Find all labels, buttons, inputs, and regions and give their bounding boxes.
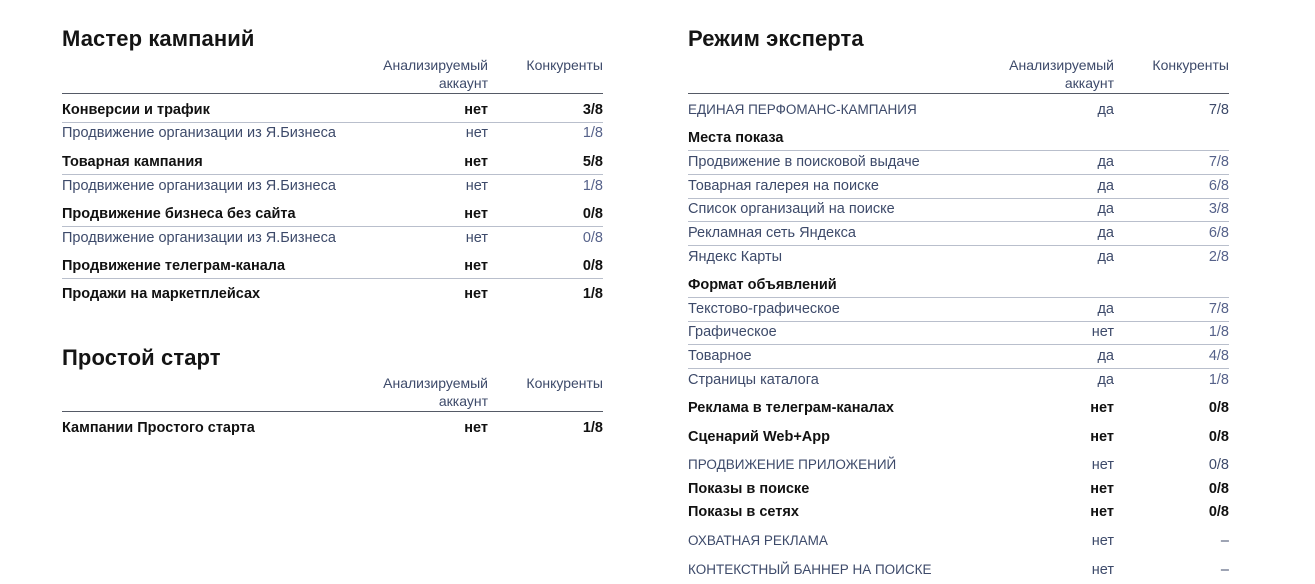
row-competitors-value: 6/8: [1208, 178, 1229, 194]
table-row: [62, 175, 603, 197]
row-account-value: да: [1097, 372, 1114, 388]
expert-col-competitors: Конкуренты: [1152, 57, 1229, 73]
row-account-value: да: [1097, 301, 1114, 317]
row-competitors-value: 4/8: [1208, 348, 1229, 364]
row-name: Формат объявлений: [688, 277, 837, 293]
table-row: [62, 255, 603, 277]
row-account-value: нет: [1091, 562, 1114, 578]
row-name: Продвижение телеграм-канала: [62, 258, 286, 274]
row-account-value: нет: [1090, 481, 1114, 497]
row-competitors-value: 0/8: [582, 230, 603, 246]
row-name: ОХВАТНАЯ РЕКЛАМА: [688, 533, 828, 548]
row-competitors-value: 0/8: [1208, 457, 1229, 473]
row-account-value: нет: [465, 230, 488, 246]
row-competitors-value: 0/8: [1208, 481, 1229, 497]
table-row: [688, 559, 1229, 581]
row-competitors-value: 3/8: [1208, 201, 1229, 217]
row-competitors-value: 1/8: [582, 286, 603, 302]
expert-col-account: Анализируемый аккаунт: [1009, 57, 1114, 91]
row-competitors-value: 3/8: [582, 102, 603, 118]
expert-header-rule: [688, 93, 1229, 94]
row-account-value: нет: [464, 286, 488, 302]
row-competitors-value: 0/8: [1208, 504, 1229, 520]
row-competitors-value: 0/8: [582, 206, 603, 222]
row-competitors-value: 7/8: [1208, 301, 1229, 317]
row-account-value: да: [1097, 225, 1114, 241]
row-divider: [62, 278, 603, 279]
row-name: Конверсии и трафик: [62, 102, 210, 118]
table-row: [62, 151, 603, 173]
row-name: ПРОДВИЖЕНИЕ ПРИЛОЖЕНИЙ: [688, 457, 897, 472]
table-row: [688, 321, 1229, 343]
row-competitors-value: 1/8: [582, 125, 603, 141]
section-header-placements: [688, 127, 1229, 149]
simple-header-rule: [62, 411, 603, 412]
table-row: [688, 298, 1229, 320]
row-competitors-value: 7/8: [1208, 102, 1229, 118]
master-col-competitors: Конкуренты: [526, 57, 603, 73]
row-name: Показы в поиске: [688, 481, 810, 497]
row-name: Сценарий Web+App: [688, 429, 830, 445]
row-account-value: нет: [1091, 533, 1114, 549]
section-header-ad-format: [688, 274, 1229, 296]
row-name: Страницы каталога: [688, 372, 819, 388]
table-row: [688, 175, 1229, 197]
row-account-value: нет: [465, 178, 488, 194]
row-name: Продвижение в поисковой выдаче: [688, 154, 920, 170]
row-competitors-value: –: [1220, 533, 1229, 549]
master-col-account: Анализируемый аккаунт: [383, 57, 488, 91]
row-account-value: да: [1097, 178, 1114, 194]
table-row: [688, 345, 1229, 367]
row-account-value: нет: [1091, 324, 1114, 340]
row-name: Товарная кампания: [62, 154, 203, 170]
row-name: Продвижение организации из Я.Бизнеса: [62, 230, 336, 246]
table-row: [688, 501, 1229, 523]
row-competitors-value: 2/8: [1208, 249, 1229, 265]
table-row: [688, 397, 1229, 419]
row-competitors-value: 1/8: [582, 178, 603, 194]
table-row: [62, 227, 603, 249]
row-competitors-value: 0/8: [1208, 429, 1229, 445]
row-account-value: нет: [464, 206, 488, 222]
row-account-value: нет: [464, 258, 488, 274]
table-row: [688, 151, 1229, 173]
table-row: [688, 198, 1229, 220]
row-name: Продажи на маркетплейсах: [62, 286, 261, 302]
row-competitors-value: 6/8: [1208, 225, 1229, 241]
table-row: [688, 99, 1229, 121]
table-row: [62, 417, 603, 439]
table-row: [688, 222, 1229, 244]
table-row: [688, 369, 1229, 391]
row-name: Яндекс Карты: [688, 249, 783, 265]
row-name: Продвижение организации из Я.Бизнеса: [62, 178, 336, 194]
simple-col-competitors: Конкуренты: [526, 375, 603, 391]
row-competitors-value: 1/8: [1208, 324, 1229, 340]
expert-title: Режим эксперта: [688, 26, 864, 51]
master-header-rule: [62, 93, 603, 94]
row-competitors-value: 1/8: [582, 420, 603, 436]
row-name: Кампании Простого старта: [62, 420, 255, 436]
row-name: Список организаций на поиске: [688, 201, 895, 217]
table-row: [688, 454, 1229, 476]
row-account-value: нет: [464, 154, 488, 170]
row-competitors-value: 1/8: [1208, 372, 1229, 388]
row-name: Текстово-графическое: [688, 301, 840, 317]
row-name: Продвижение бизнеса без сайта: [62, 206, 296, 222]
table-row: [62, 283, 603, 305]
row-competitors-value: –: [1220, 562, 1229, 578]
row-account-value: нет: [1090, 400, 1114, 416]
table-row: [62, 99, 603, 121]
row-name: Товарное: [688, 348, 752, 364]
row-competitors-value: 7/8: [1208, 154, 1229, 170]
row-account-value: да: [1097, 348, 1114, 364]
row-name: ЕДИНАЯ ПЕРФОМАНС-КАМПАНИЯ: [688, 102, 917, 117]
row-account-value: нет: [464, 102, 488, 118]
table-row: [62, 122, 603, 144]
table-row: [688, 530, 1229, 552]
row-account-value: нет: [464, 420, 488, 436]
row-account-value: да: [1097, 102, 1114, 118]
table-row: [688, 426, 1229, 448]
row-account-value: да: [1097, 249, 1114, 265]
row-competitors-value: 5/8: [582, 154, 603, 170]
simple-col-account: Анализируемый аккаунт: [383, 375, 488, 409]
row-account-value: да: [1097, 154, 1114, 170]
row-account-value: нет: [1091, 457, 1114, 473]
table-row: [688, 478, 1229, 500]
row-competitors-value: 0/8: [582, 258, 603, 274]
simple-start-title: Простой старт: [62, 345, 221, 370]
row-name: Рекламная сеть Яндекса: [688, 225, 856, 241]
master-title: Мастер кампаний: [62, 26, 255, 51]
row-account-value: да: [1097, 201, 1114, 217]
row-name: Показы в сетях: [688, 504, 799, 520]
row-account-value: нет: [1090, 504, 1114, 520]
table-row: [688, 246, 1229, 268]
row-name: Реклама в телеграм-каналах: [688, 400, 894, 416]
table-row: [62, 203, 603, 225]
row-competitors-value: 0/8: [1208, 400, 1229, 416]
row-name: Продвижение организации из Я.Бизнеса: [62, 125, 336, 141]
row-name: Места показа: [688, 130, 784, 146]
row-name: Графическое: [688, 324, 777, 340]
row-name: Товарная галерея на поиске: [688, 178, 879, 194]
row-name: КОНТЕКСТНЫЙ БАННЕР НА ПОИСКЕ: [688, 562, 932, 577]
row-account-value: нет: [465, 125, 488, 141]
row-account-value: нет: [1090, 429, 1114, 445]
